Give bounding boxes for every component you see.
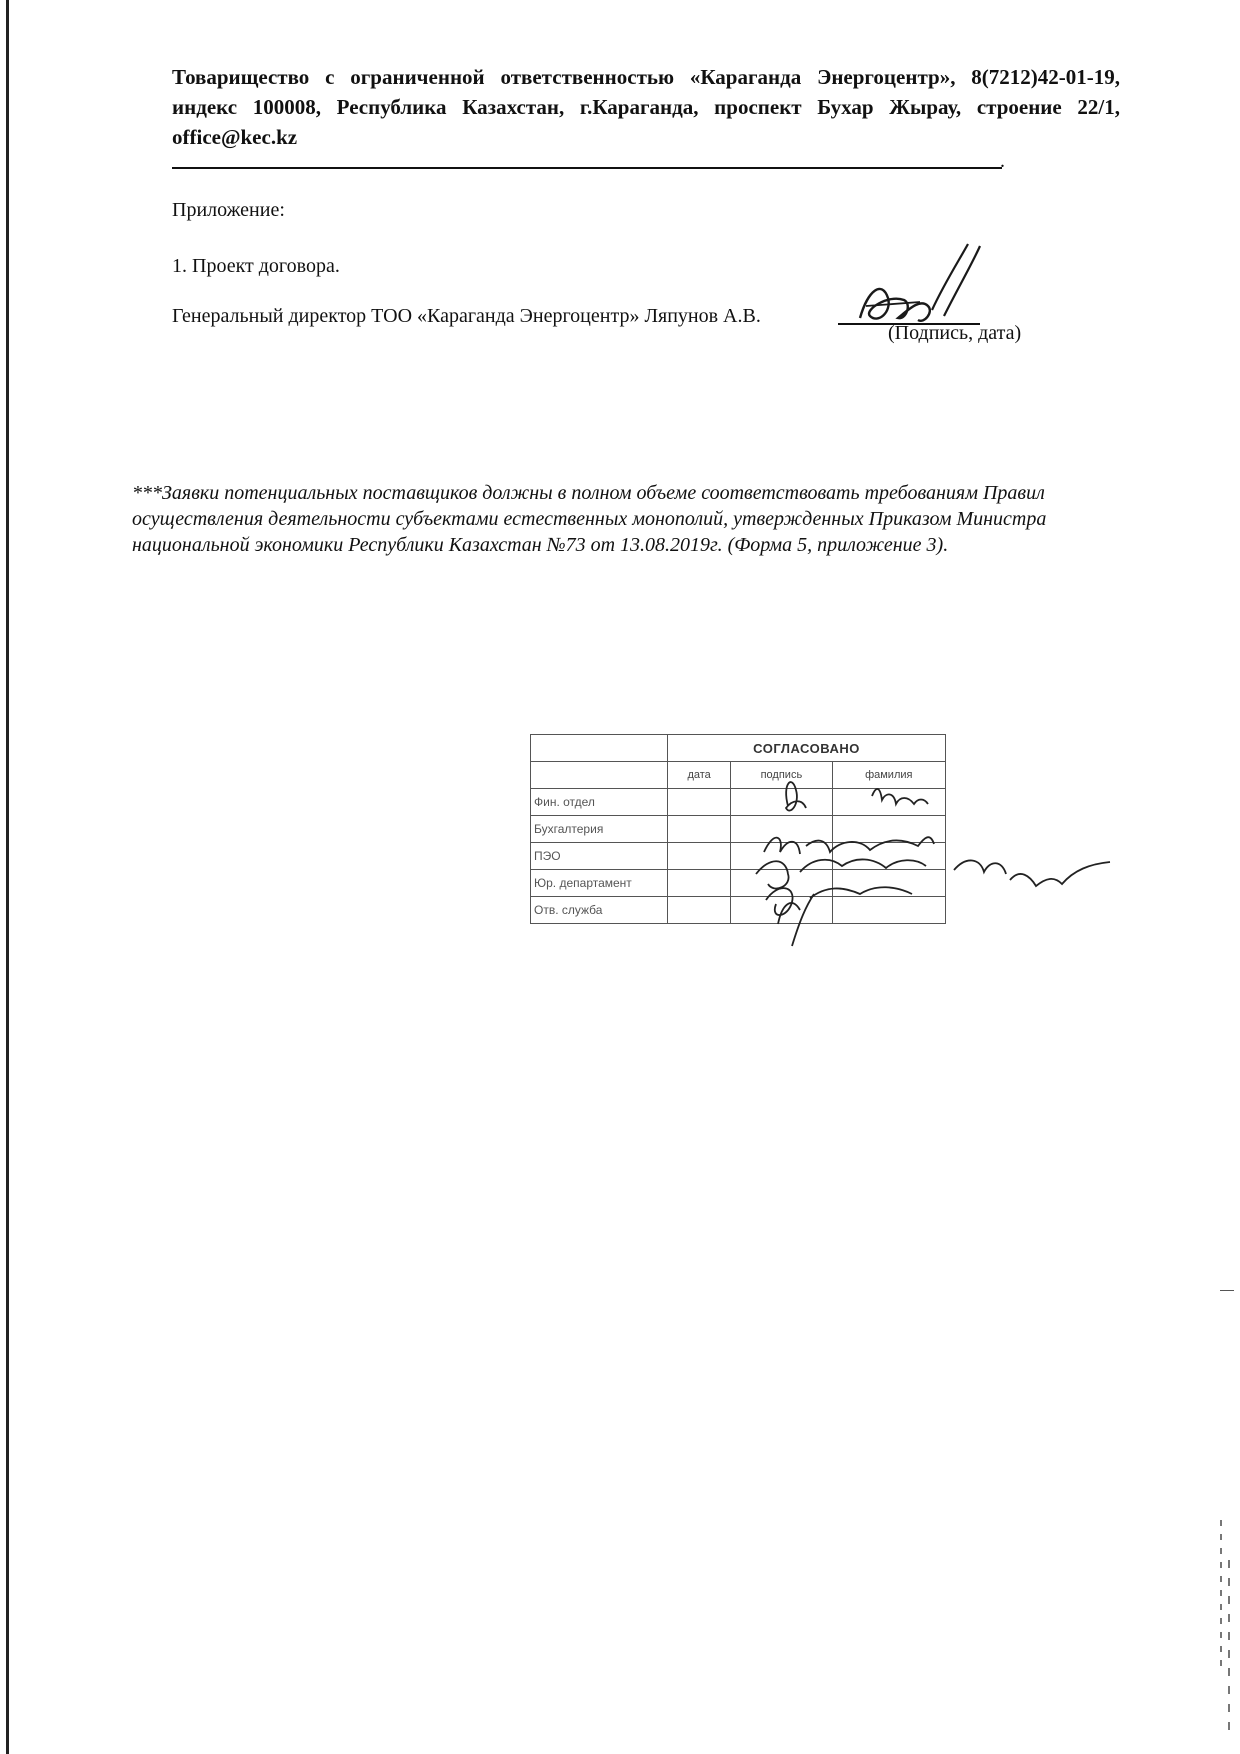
stamp-cell [731, 843, 832, 870]
stamp-row-label: Фин. отдел [531, 789, 668, 816]
stamp-cell [731, 897, 832, 924]
header-rule-end: . [1000, 150, 1005, 172]
stamp-row [531, 789, 946, 816]
stamp-row-label: Бухгалтерия [531, 816, 668, 843]
stamp-title: СОГЛАСОВАНО [668, 735, 946, 762]
stamp-cell [731, 816, 832, 843]
stamp-row [531, 816, 946, 843]
stamp-cell [668, 897, 731, 924]
scan-mark [1228, 1560, 1230, 1740]
stamp-cell [832, 870, 945, 897]
stamp-row [531, 870, 946, 897]
stamp-corner [531, 762, 668, 789]
column-signature: подпись [731, 762, 832, 789]
stamp-cell [832, 843, 945, 870]
stamp-cell [731, 789, 832, 816]
column-date: дата [668, 762, 731, 789]
stamp-cell [832, 789, 945, 816]
approval-table [530, 734, 946, 924]
stamp-row-label: Юр. департамент [531, 870, 668, 897]
stamp-cell [832, 816, 945, 843]
director-line: Генеральный директор ТОО «Караганда Энергоцентр» Ляпунов А.В. [172, 305, 761, 327]
stamp-cell [668, 870, 731, 897]
stamp-cell [668, 843, 731, 870]
appendix-title: Приложение: [172, 199, 285, 221]
requirements-note: ***Заявки потенциальных поставщиков должны в полном объеме соответствовать требованиям Правил осуществления деятельности субъектами естественных монополий, утвержденных Приказом Министра национальной экономики Республики Казахстан №73 от 13.08.2019г. (Форма 5, приложение 3). [132, 482, 1047, 556]
stamp-row-label: ПЭО [531, 843, 668, 870]
scan-left-border [6, 0, 9, 1754]
stamp-cell [731, 870, 832, 897]
stamp-row [531, 897, 946, 924]
stamp-cell [668, 789, 731, 816]
header-divider [172, 167, 1002, 169]
stamp-row-label: Отв. служба [531, 897, 668, 924]
scan-mark [1220, 1520, 1222, 1670]
column-surname: фамилия [832, 762, 945, 789]
stamp-cell [832, 897, 945, 924]
scan-mark [1220, 1290, 1234, 1291]
stamp-cell [668, 816, 731, 843]
stamp-signature-tail [950, 850, 1120, 930]
approval-stamp [530, 734, 952, 958]
stamp-corner [531, 735, 668, 762]
stamp-row [531, 843, 946, 870]
company-header: Товарищество с ограниченной ответственностью «Караганда Энергоцентр», 8(7212)42-01-19, индекс 100008, Республика Казахстан, г.Караганда, проспект Бухар Жырау, строение 22/1, office@kec.kz [172, 65, 1120, 149]
appendix-item: 1. Проект договора. [172, 255, 340, 277]
signature-caption: (Подпись, дата) [888, 322, 1022, 344]
